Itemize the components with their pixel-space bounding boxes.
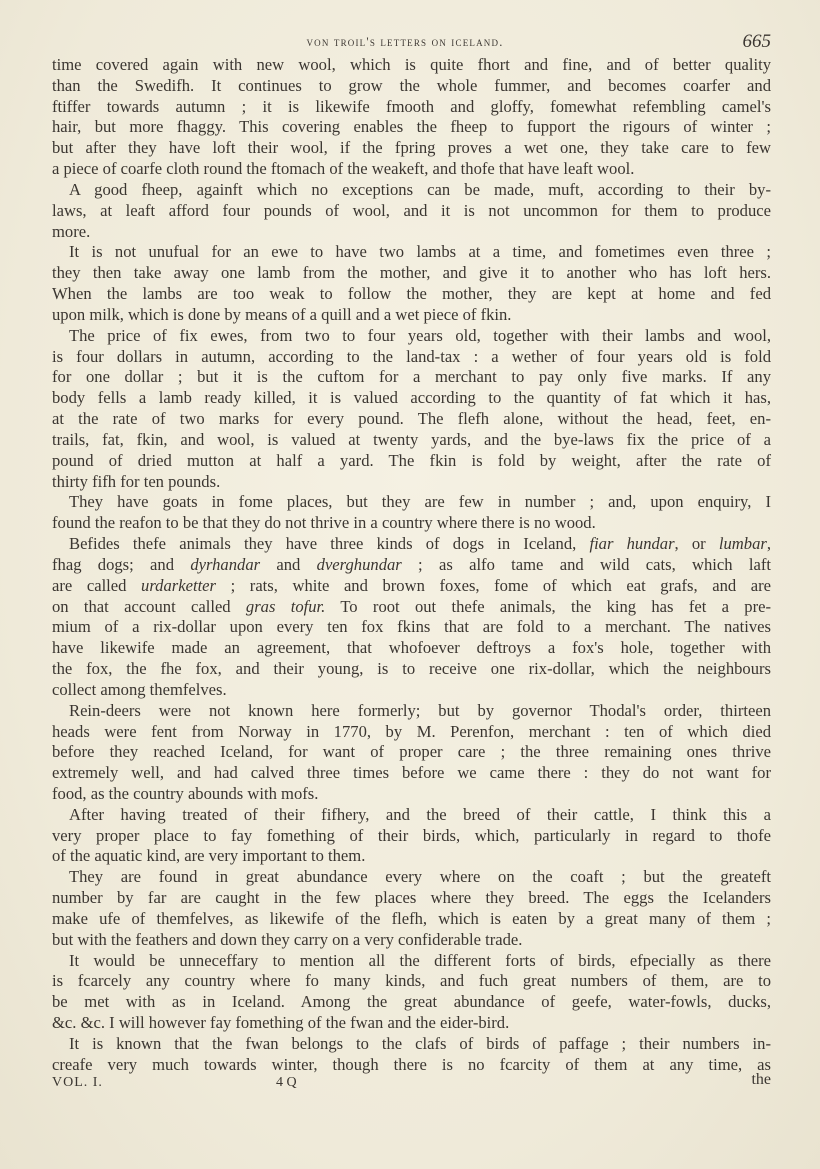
- text-segment: heads were fent from Norway in 1770, by M. Perenfon, merchant : ten of which died: [52, 721, 771, 741]
- text-line: [52, 680, 771, 701]
- text-line: [52, 617, 771, 638]
- text-segment: It is not unufual for an ewe to have two lambs at a time, and fometimes even three ;: [69, 242, 771, 262]
- text-line: [52, 76, 771, 97]
- text-segment: and: [260, 554, 317, 574]
- italic-term: gras tofur.: [245, 596, 326, 616]
- text-line: [52, 55, 771, 76]
- text-segment: be met with as in Iceland. Among the great abundance of geefe, water-fowls, ducks,: [52, 992, 771, 1012]
- text-segment: extremely well, and had calved three times before we came there : they do not want for: [52, 763, 771, 783]
- text-line: [52, 159, 771, 180]
- text-segment: body fells a lamb ready killed, it is valued according to the quantity of fat which it has,: [52, 388, 771, 408]
- text-line: [52, 742, 771, 763]
- text-line: [52, 492, 771, 513]
- text-segment: hair, but more fhaggy. This covering enables the fheep to fupport the rigours of winter ;: [52, 117, 771, 137]
- text-line: [52, 951, 771, 972]
- text-line: [52, 763, 771, 784]
- text-segment: have likewife made an agreement, that whofoever deftroys a fox's hole, together with: [52, 638, 771, 658]
- text-line: [52, 305, 771, 326]
- text-segment: To root out thefe animals, the king has fet a pre-: [325, 596, 772, 616]
- text-segment: more.: [52, 221, 91, 241]
- italic-term: lumbar: [718, 534, 767, 554]
- text-segment: a piece of coarfe cloth round the ftomach of the weakeft, and thofe that have leaft wool.: [52, 159, 635, 179]
- catchword: the: [751, 1071, 771, 1088]
- text-line: [52, 1055, 771, 1076]
- text-line: [52, 701, 771, 722]
- text-line: [52, 826, 771, 847]
- text-segment: A good fheep, againft which no exceptions can be made, muft, according to their by-: [69, 179, 771, 199]
- text-line: [52, 1034, 771, 1055]
- text-segment: thirty fifh for ten pounds.: [52, 471, 221, 491]
- page-number: 665: [742, 31, 771, 52]
- text-segment: ftiffer towards autumn ; it is likewife fmooth and gloffy, fomewhat refembling camel's: [52, 96, 771, 116]
- text-segment: upon milk, which is done by means of a quill and a wet piece of fkin.: [52, 304, 512, 324]
- text-line: [52, 409, 771, 430]
- text-line: [52, 784, 771, 805]
- text-segment: before they reached Iceland, for want of proper care ; the three remaining ones thrive: [52, 742, 771, 762]
- text-segment: mium of a rix-dollar upon every ten fox fkins that are fold to a merchant. The natives: [52, 617, 771, 637]
- text-line: [52, 638, 771, 659]
- text-line: [52, 722, 771, 743]
- text-line: [52, 388, 771, 409]
- text-segment: fhag dogs; and: [52, 554, 191, 574]
- text-segment: they then take away one lamb from the mother, and give it to another who has loft hers.: [52, 263, 771, 283]
- text-segment: creafe very much towards winter, though there is no fcarcity of them at any time, as: [52, 1054, 771, 1074]
- text-segment: but with the feathers and down they carry on a very confiderable trade.: [52, 929, 523, 949]
- text-segment: collect among themfelves.: [52, 679, 227, 699]
- text-segment: When the lambs are too weak to follow the mother, they are kept at home and fed: [52, 284, 771, 304]
- running-title: von troil's letters on iceland.: [306, 35, 504, 49]
- text-line: [52, 992, 771, 1013]
- text-line: [52, 117, 771, 138]
- italic-term: dverghundar: [316, 554, 402, 574]
- text-segment: trails, fat, fkin, and wool, is valued at twenty yards, and the bye-laws fix the price of a: [52, 429, 771, 449]
- text-line: [52, 430, 771, 451]
- text-segment: is four dollars in autumn, according to the land-tax : a wether of four years old is fold: [52, 346, 771, 366]
- text-line: [52, 597, 771, 618]
- text-segment: of the aquatic kind, are very important to them.: [52, 846, 366, 866]
- text-line: [52, 263, 771, 284]
- text-line: [52, 201, 771, 222]
- text-line: [52, 805, 771, 826]
- text-segment: laws, at leaft afford four pounds of wool, and it is not uncommon for them to produce: [52, 200, 771, 220]
- text-segment: Befides thefe animals they have three kinds of dogs in Iceland,: [69, 534, 590, 554]
- text-line: [52, 867, 771, 888]
- text-segment: ,: [766, 534, 771, 554]
- text-segment: at the rate of two marks for every pound. The flefh alone, without the head, feet, en-: [52, 409, 771, 429]
- text-segment: are called: [52, 575, 142, 595]
- text-segment: , or: [674, 534, 719, 554]
- text-segment: food, as the country abounds with mofs.: [52, 783, 319, 803]
- text-line: [52, 576, 771, 597]
- text-segment: The price of fix ewes, from two to four years old, together with their lambs and wool,: [69, 325, 771, 345]
- text-line: [52, 326, 771, 347]
- text-segment: the fox, the fhe fox, and their young, is to receive one rix-dollar, which the neighbours: [52, 659, 771, 679]
- text-line: [52, 659, 771, 680]
- text-segment: than the Swedifh. It continues to grow the whole fummer, and becomes coarfer and: [52, 75, 771, 95]
- volume-label: VOL. I.: [52, 1075, 103, 1090]
- text-segment: They have goats in fome places, but they are few in number ; and, upon enquiry, I: [69, 492, 771, 512]
- text-segment: is fcarcely any country where fo many kinds, and fuch great numbers of them, are to: [52, 971, 771, 991]
- text-segment: time covered again with new wool, which is quite fhort and fine, and of better quality: [52, 55, 771, 74]
- page-footer: [52, 1071, 771, 1097]
- italic-term: urdarketter: [141, 575, 217, 595]
- text-line: [52, 180, 771, 201]
- text-line: [52, 534, 771, 555]
- italic-term: dyrhandar: [190, 554, 261, 574]
- text-line: [52, 242, 771, 263]
- text-segment: for one dollar ; but it is the cuftom for a merchant to pay only five marks. If any: [52, 367, 771, 387]
- text-segment: ; rats, white and brown foxes, fome of which eat grafs, and are: [216, 575, 771, 595]
- text-segment: on that account called: [52, 596, 246, 616]
- text-line: [52, 1013, 771, 1034]
- text-segment: found the reafon to be that they do not thrive in a country where there is no wood.: [52, 513, 596, 533]
- text-line: [52, 284, 771, 305]
- text-line: [52, 347, 771, 368]
- text-segment: very proper place to fay fomething of their birds, which, particularly in regard to thofe: [52, 825, 771, 845]
- text-line: [52, 367, 771, 388]
- text-segment: ; as alfo tame and wild cats, which laft: [401, 554, 771, 574]
- text-segment: but after they have loft their wool, if the fpring proves a wet one, they take care to few: [52, 138, 771, 158]
- text-segment: It would be unneceffary to mention all the different forts of birds, efpecially as there: [69, 950, 771, 970]
- text-segment: pound of dried mutton at half a yard. The fkin is fold by weight, after the rate of: [52, 450, 771, 470]
- text-segment: Rein-deers were not known here formerly; but by governor Thodal's order, thirteen: [69, 700, 771, 720]
- page-header: [0, 33, 820, 57]
- text-segment: After having treated of their fifhery, and the breed of their cattle, I think this a: [69, 804, 771, 824]
- text-segment: &c. &c. I will however fay fomething of the fwan and the eider-bird.: [52, 1013, 510, 1033]
- body-text: [52, 55, 771, 1076]
- text-segment: They are found in great abundance every where on the coaft ; but the greateft: [69, 867, 771, 887]
- text-line: [52, 971, 771, 992]
- text-line: [52, 222, 771, 243]
- italic-term: fiar hundar: [589, 534, 675, 554]
- text-line: [52, 846, 771, 867]
- text-line: [52, 909, 771, 930]
- text-segment: It is known that the fwan belongs to the clafs of birds of paffage ; their numbers in-: [69, 1033, 771, 1053]
- text-line: [52, 138, 771, 159]
- text-line: [52, 930, 771, 951]
- text-segment: number by far are caught in the few places where they breed. The eggs the Icelanders: [52, 888, 771, 908]
- text-segment: make ufe of themfelves, as likewife of the flefh, which is eaten by a great many of them ;: [52, 908, 771, 928]
- text-line: [52, 888, 771, 909]
- text-line: [52, 472, 771, 493]
- text-line: [52, 555, 771, 576]
- text-line: [52, 97, 771, 118]
- text-line: [52, 451, 771, 472]
- signature-mark: 4 Q: [276, 1075, 297, 1090]
- text-line: [52, 513, 771, 534]
